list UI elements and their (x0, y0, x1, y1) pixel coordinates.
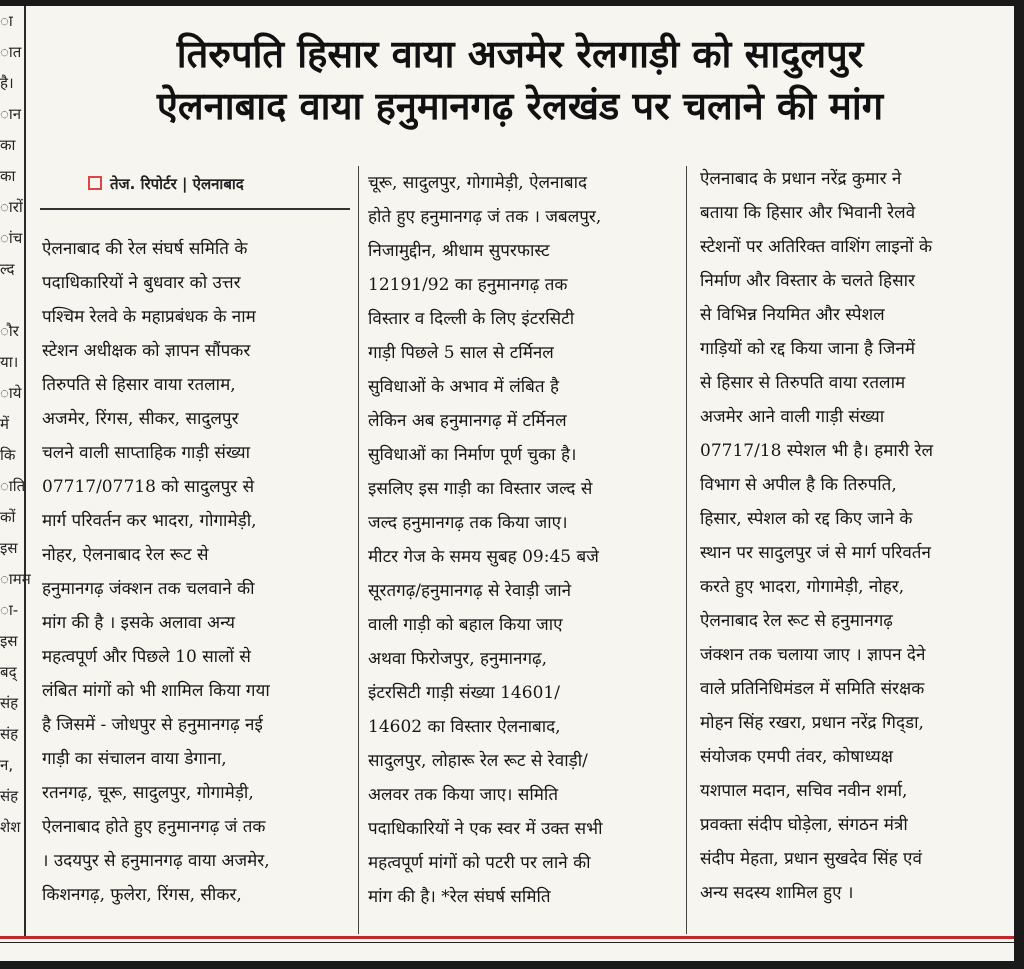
fragment-text: ांच (0, 229, 23, 247)
article-line: तिरुपति से हिसार वाया रतलाम, (42, 375, 236, 395)
article-line: इसलिए इस गाड़ी का विस्तार जल्द से (368, 479, 593, 499)
article-column-3 (700, 162, 1006, 910)
fragment-text: ान (0, 105, 22, 123)
article-line: से हिसार से तिरुपति वाया रतलाम (700, 373, 906, 393)
fragment-text: ाति (0, 477, 26, 495)
article-line: सूरतगढ़/हनुमानगढ़ से रेवाड़ी जाने (368, 581, 572, 601)
article-line: पश्चिम रेलवे के महाप्रबंधक के नाम (42, 307, 256, 327)
bottom-red-rule (0, 936, 1014, 939)
fragment-text: बद् (0, 663, 17, 681)
article-line: गाड़ियों को रद्द किया जाना है जिनमें (700, 339, 916, 359)
fragment-text: इस (0, 539, 18, 557)
article-line: होते हुए हनुमानगढ़ जं तक । जबलपुर, (368, 207, 602, 227)
byline-divider (40, 208, 350, 210)
article-line: 07717/18 स्पेशल भी है। हमारी रेल (700, 441, 934, 461)
fragment-text: ात (0, 43, 22, 61)
article-line: स्टेशनों पर अतिरिक्त वाशिंग लाइनों के (700, 237, 933, 257)
fragment-text: संह (0, 787, 19, 805)
adjacent-column-fragment (0, 6, 31, 936)
article-line: ऐलनाबाद होते हुए हनुमानगढ़ जं तक (42, 817, 266, 837)
fragment-text: का (0, 136, 16, 154)
article-line: विभाग से अपील है कि तिरुपति, (700, 475, 897, 495)
article-line: रतनगढ़, चूरू, सादुलपुर, गोगामेड़ी, (42, 783, 254, 803)
article-line: यशपाल मदान, सचिव नवीन शर्मा, (700, 781, 908, 801)
article-line: सुविधाओं के अभाव में लंबित है (368, 377, 559, 397)
headline-line-2: ऐलनाबाद वाया हनुमानगढ़ रेलखंड पर चलाने की मांग (156, 84, 884, 128)
article-line: अलवर तक किया जाए। समिति (368, 785, 559, 805)
article-line: ऐलनाबाद की रेल संघर्ष समिति के (42, 239, 248, 259)
fragment-text: ामम (0, 570, 31, 588)
newspaper-clipping (0, 6, 1014, 961)
article-line: निजामुद्दीन, श्रीधाम सुपरफास्ट (368, 241, 550, 261)
article-line: अथवा फिरोजपुर, हनुमानगढ़, (368, 649, 548, 669)
byline (88, 174, 244, 194)
fragment-text: कों (0, 508, 16, 526)
article-line: महत्वपूर्ण मांगों को पटरी पर लाने की (368, 853, 591, 873)
article-line: गाड़ी पिछले 5 साल से टर्मिनल (368, 343, 554, 363)
fragment-text: ा- (0, 601, 19, 619)
article-line: जल्द हनुमानगढ़ तक किया जाए। (368, 513, 568, 533)
article-line: स्टेशन अधीक्षक को ज्ञापन सौंपकर (42, 341, 251, 361)
article-line: वाले प्रतिनिधिमंडल में समिति संरक्षक (700, 679, 925, 699)
article-line: गाड़ी का संचालन वाया डेगाना, (42, 749, 227, 769)
byline-text: तेज. रिपोर्टर | ऐलनाबाद (110, 175, 244, 193)
article-line: 14602 का विस्तार ऐलनाबाद, (368, 717, 561, 737)
article-line: पदाधिकारियों ने एक स्वर में उक्त सभी (368, 819, 603, 839)
article-line: लंबित मांगों को भी शामिल किया गया (42, 681, 270, 701)
article-line: मांग की है। *रेल संघर्ष समिति (368, 887, 551, 907)
article-line: हिसार, स्पेशल को रद्द किए जाने के (700, 509, 913, 529)
article-line: चूरू, सादुलपुर, गोगामेड़ी, ऐलनाबाद (368, 173, 587, 193)
article-line: चलने वाली साप्ताहिक गाड़ी संख्या (42, 443, 251, 463)
fragment-text: ौर (0, 322, 19, 340)
fragment-text: न, (0, 756, 14, 774)
fragment-text: ा (0, 12, 13, 30)
article-line: लेकिन अब हनुमानगढ़ में टर्मिनल (368, 411, 567, 431)
fragment-text: इस (0, 632, 18, 650)
article-line: जंक्शन तक चलाया जाए । ज्ञापन देने (700, 645, 926, 665)
fragment-text: ाये (0, 384, 22, 402)
article-line: मांग की है । इसके अलावा अन्य (42, 613, 236, 633)
fragment-text: कि (0, 446, 16, 464)
fragment-text (0, 285, 24, 316)
article-line: विस्तार व दिल्ली के लिए इंटरसिटी (368, 309, 575, 329)
article-line: सादुलपुर, लोहारू रेल रूट से रेवाड़ी/ (368, 751, 588, 771)
article-line: मीटर गेज के समय सुबह 09:45 बजे (368, 547, 599, 567)
article-line: स्थान पर सादुलपुर जं से मार्ग परिवर्तन (700, 543, 931, 563)
article-line: करते हुए भादरा, गोगामेड़ी, नोहर, (700, 577, 905, 597)
article-line: इंटरसिटी गाड़ी संख्या 14601/ (368, 683, 560, 703)
article-line: अन्य सदस्य शामिल हुए । (700, 883, 854, 903)
article-line: है जिसमें - जोधपुर से हनुमानगढ़ नई (42, 715, 263, 735)
article-line: वाली गाड़ी को बहाल किया जाए (368, 615, 563, 635)
article-line: महत्वपूर्ण और पिछले 10 सालों से (42, 647, 251, 667)
article-line: 12191/92 का हनुमानगढ़ तक (368, 275, 568, 295)
column-divider (358, 166, 359, 934)
fragment-text: शेश (0, 818, 21, 836)
article-line: संदीप मेहता, प्रधान सुखदेव सिंह एवं (700, 849, 922, 869)
article-line: किशनगढ़, फुलेरा, रिंगस, सीकर, (42, 885, 242, 905)
article-line: निर्माण और विस्तार के चलते हिसार (700, 271, 915, 291)
article-line: अजमेर, रिंगस, सीकर, सादुलपुर (42, 409, 239, 429)
article-line: से विभिन्न नियमित और स्पेशल (700, 305, 885, 325)
headline-line-1: तिरुपति हिसार वाया अजमेर रेलगाड़ी को सादुलपुर (176, 32, 864, 76)
article-line: ऐलनाबाद के प्रधान नरेंद्र कुमार ने (700, 169, 902, 189)
article-line: अजमेर आने वाली गाड़ी संख्या (700, 407, 885, 427)
article-line: संयोजक एमपी तंवर, कोषाध्यक्ष (700, 747, 893, 767)
fragment-text: है। (0, 74, 14, 92)
article-column-2 (368, 166, 676, 914)
bottom-black-rule (0, 942, 1014, 943)
byline-marker-icon (88, 176, 102, 190)
fragment-text: संह (0, 725, 19, 743)
article-line: हनुमानगढ़ जंक्शन तक चलवाने की (42, 579, 255, 599)
article-line: मार्ग परिवर्तन कर भादरा, गोगामेड़ी, (42, 511, 257, 531)
fragment-text: संह (0, 694, 19, 712)
fragment-text: का (0, 167, 16, 185)
article-column-1 (42, 232, 354, 912)
article-line: सुविधाओं का निर्माण पूर्ण चुका है। (368, 445, 577, 465)
article-line: पदाधिकारियों ने बुधवार को उत्तर (42, 273, 241, 293)
article-line: ऐलनाबाद रेल रूट से हनुमानगढ़ (700, 611, 893, 631)
article-line: बताया कि हिसार और भिवानी रेलवे (700, 203, 916, 223)
fragment-text: ल्द (0, 260, 15, 278)
column-divider (686, 166, 687, 934)
article-line: प्रवक्ता संदीप घोड़ेला, संगठन मंत्री (700, 815, 908, 835)
article-line: नोहर, ऐलनाबाद रेल रूट से (42, 545, 209, 565)
fragment-text: या। (0, 353, 19, 371)
headline (40, 28, 1000, 132)
fragment-text: ारों (0, 198, 23, 216)
article-line: । उदयपुर से हनुमानगढ़ वाया अजमेर, (42, 851, 270, 871)
article-line: 07717/07718 को सादुलपुर से (42, 477, 255, 497)
article-line: मोहन सिंह रखरा, प्रधान नरेंद्र गिद्डा, (700, 713, 924, 733)
fragment-text: में (0, 415, 9, 433)
